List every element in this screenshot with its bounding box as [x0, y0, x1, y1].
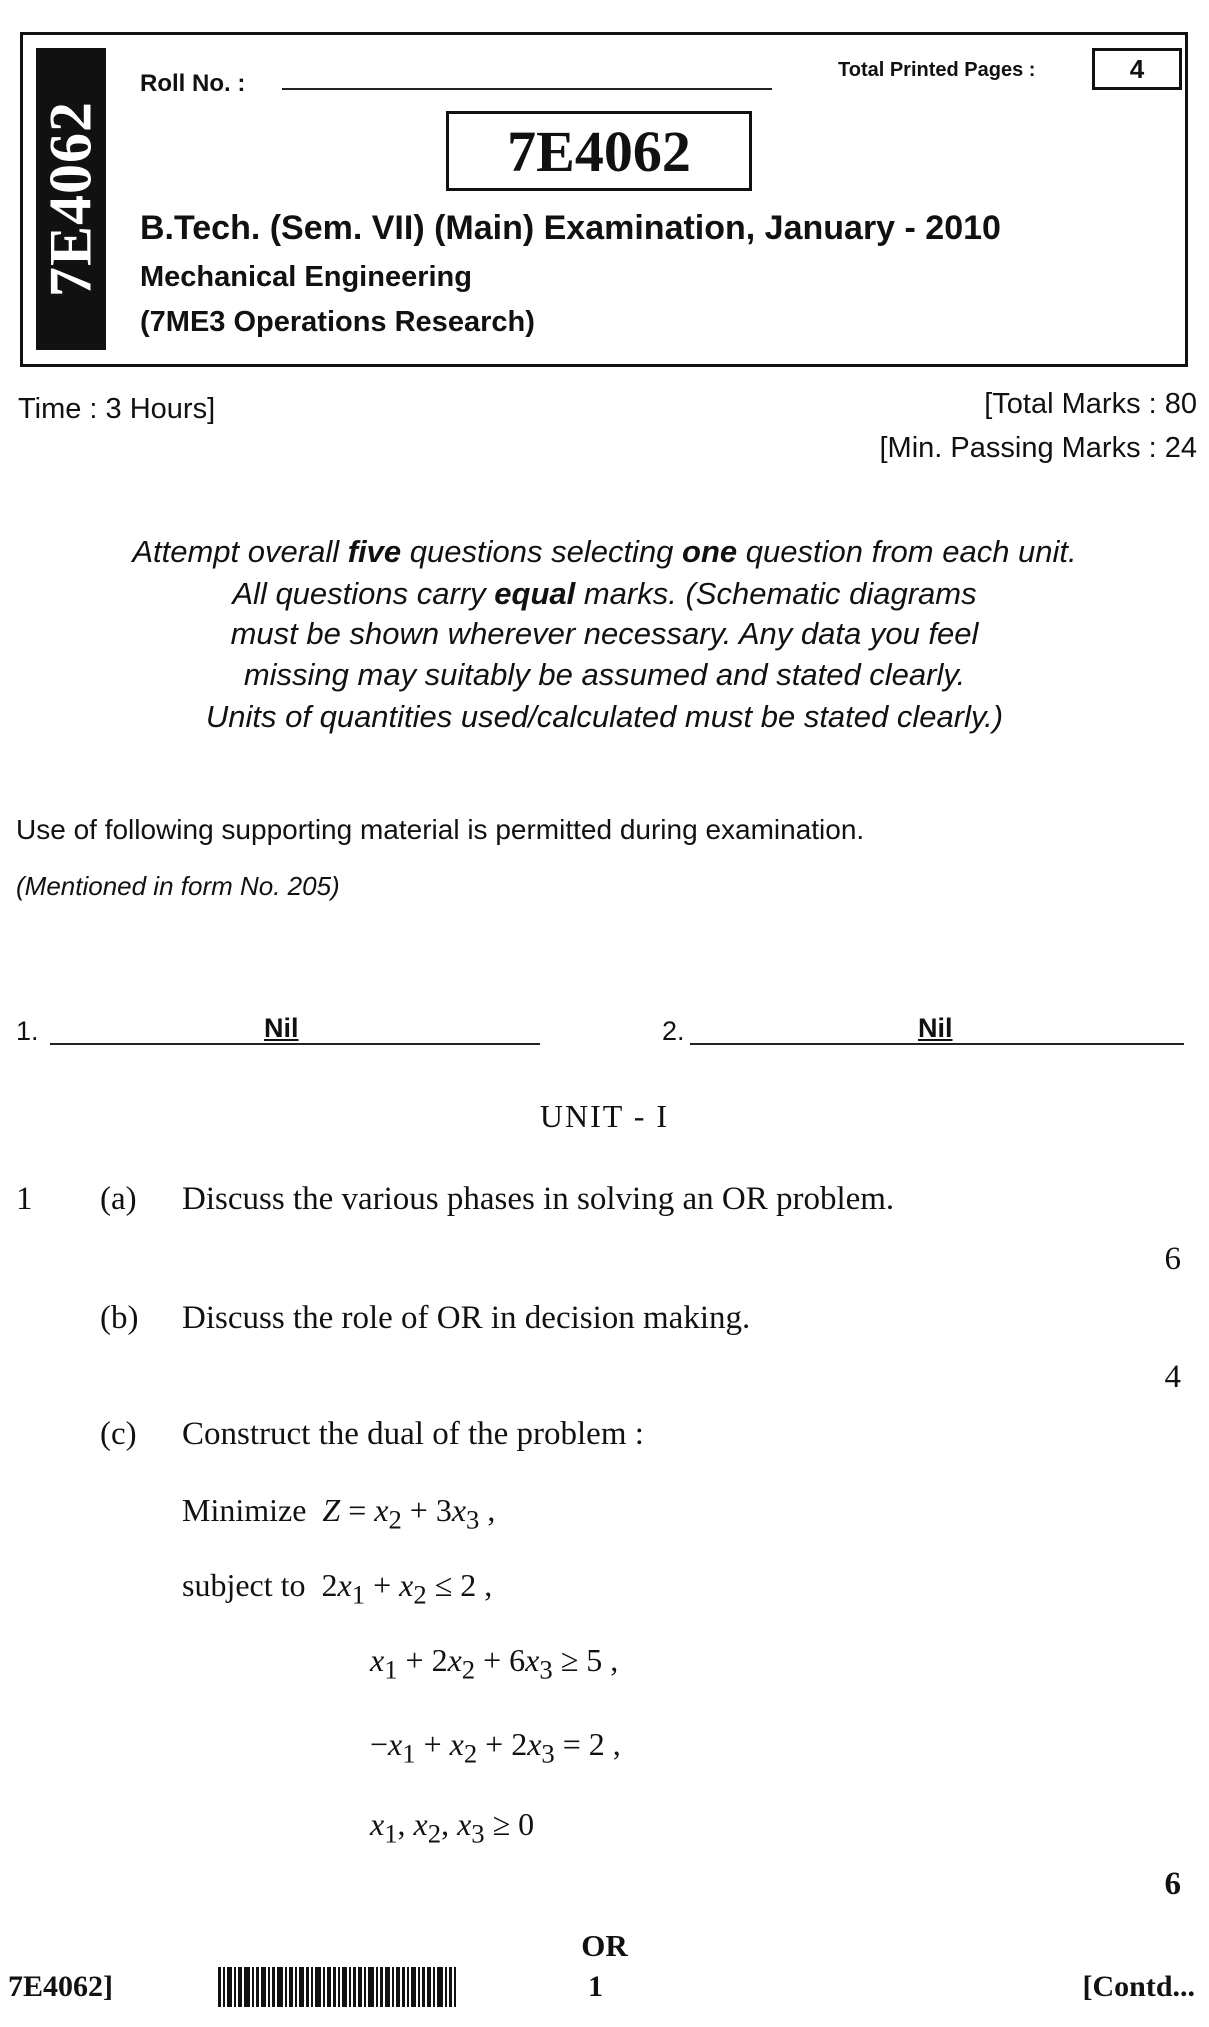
total-marks: [Total Marks : 80	[984, 388, 1197, 420]
branch-name: Mechanical Engineering	[140, 261, 472, 293]
subject-to-label: subject to	[182, 1567, 306, 1603]
page-number: 1	[588, 1970, 603, 2003]
question-a-text: Discuss the various phases in solving an OR problem.	[182, 1181, 895, 1217]
support-material-note: Use of following supporting material is permitted during examination.	[16, 814, 865, 845]
roll-number-label: Roll No. :	[140, 70, 246, 97]
total-pages-value: 4	[1092, 48, 1182, 90]
roll-number-field[interactable]	[282, 88, 772, 90]
instruction-text: question from each unit.	[737, 534, 1077, 569]
support-item-2-value: Nil	[918, 1013, 953, 1043]
lpp-constraint-2: $x_1 + 2x_2 + 6x_3 \ge 5$ ,	[370, 1642, 619, 1685]
instruction-text: All questions carry	[232, 576, 495, 611]
question-b-text: Discuss the role of OR in decision making.	[182, 1300, 751, 1336]
exam-title: B.Tech. (Sem. VII) (Main) Examination, January - 2010	[140, 209, 1001, 247]
question-c-label: (c)	[100, 1416, 137, 1452]
question-c-text: Construct the dual of the problem :	[182, 1416, 644, 1452]
instruction-line-4: missing may suitably be assumed and stated clearly.	[243, 657, 966, 692]
instruction-line-2	[0, 576, 1209, 612]
instruction-emphasis: one	[682, 534, 738, 569]
question-b-marks: 4	[1164, 1359, 1181, 1395]
question-number: 1	[16, 1181, 33, 1217]
question-c-marks: 6	[1164, 1866, 1181, 1902]
instruction-line-3: must be shown wherever necessary. Any data you feel	[230, 616, 979, 651]
support-item-1-value: Nil	[264, 1013, 299, 1043]
instruction-line-5: Units of quantities used/calculated must be stated clearly.)	[205, 699, 1004, 734]
instruction-emphasis: equal	[494, 576, 576, 611]
or-divider: OR	[581, 1928, 628, 1963]
support-item-2-number: 2.	[662, 1016, 685, 1046]
support-item-1-number: 1.	[16, 1016, 39, 1046]
lpp-nonnegativity: $x_1$, $x_2$, $x_3 \ge 0$	[370, 1806, 535, 1849]
total-pages-label: Total Printed Pages :	[838, 59, 1036, 81]
instruction-line-1	[0, 534, 1209, 570]
instruction-emphasis: five	[347, 534, 402, 569]
spine-code-band	[36, 48, 106, 350]
barcode-image	[218, 1967, 522, 2007]
instruction-text: Attempt overall	[132, 534, 348, 569]
min-passing-marks: [Min. Passing Marks : 24	[879, 432, 1197, 464]
question-a-label: (a)	[100, 1181, 137, 1217]
spine-code: 7E4062	[37, 100, 104, 298]
instruction-text: marks. (Schematic diagrams	[575, 576, 977, 611]
subject-name: (7ME3 Operations Research)	[140, 306, 535, 338]
instruction-text: questions selecting	[401, 534, 683, 569]
lpp-objective: Minimize $Z = x_2 + 3x_3$ ,	[182, 1492, 496, 1535]
footer-paper-code: 7E4062]	[8, 1970, 113, 2003]
minimize-label: Minimize	[182, 1492, 307, 1528]
exam-duration: Time : 3 Hours]	[18, 393, 216, 425]
continued-note: [Contd...	[1082, 1970, 1195, 2003]
unit-heading: UNIT - I	[539, 1098, 670, 1134]
paper-code: 7E4062	[446, 111, 752, 191]
lpp-constraint-3: $-x_1 + x_2 + 2x_3 = 2$ ,	[370, 1726, 621, 1769]
question-a-marks: 6	[1164, 1241, 1181, 1277]
lpp-constraint-1: subject to $2x_1 + x_2 \le 2$ ,	[182, 1567, 493, 1610]
question-b-label: (b)	[100, 1300, 139, 1336]
support-material-form: (Mentioned in form No. 205)	[16, 871, 340, 901]
